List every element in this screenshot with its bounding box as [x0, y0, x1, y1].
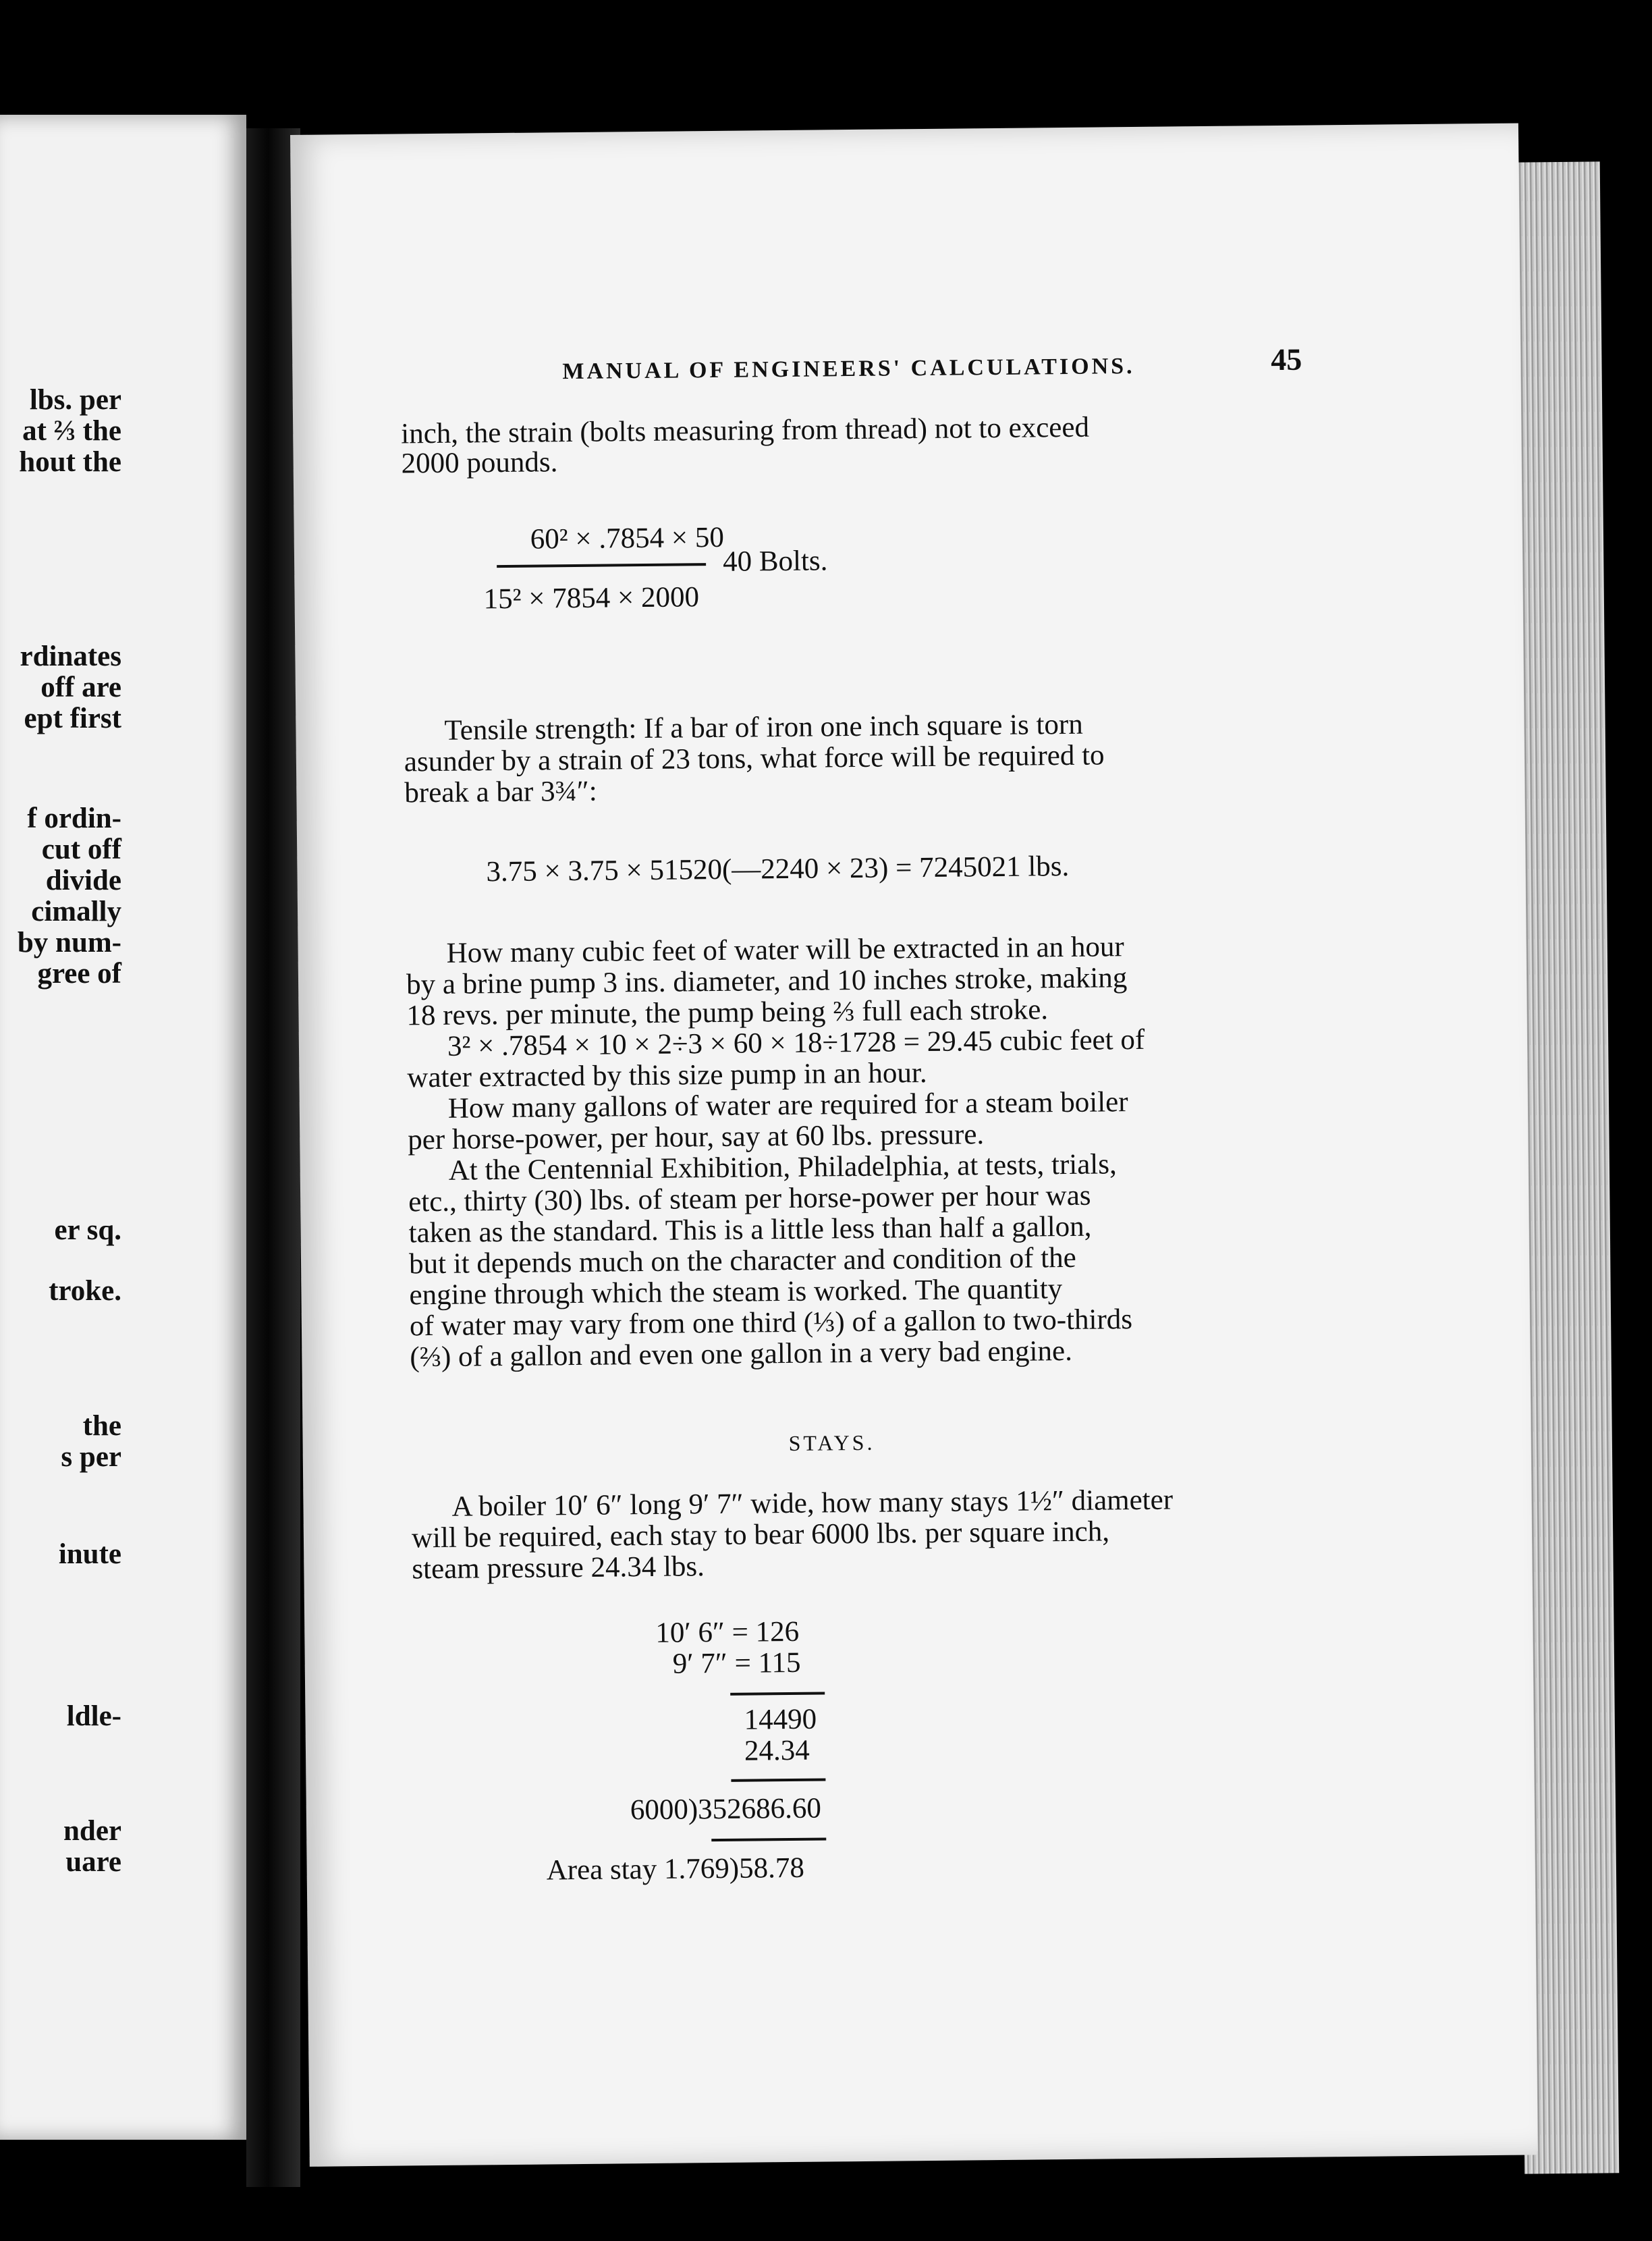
left-line: troke.	[49, 1275, 121, 1307]
fraction-bar	[497, 563, 706, 568]
left-line: f ordin-	[27, 803, 121, 834]
left-line: divide	[45, 865, 121, 896]
tensile-line: break a bar 3¾″:	[404, 775, 597, 809]
left-line: lbs. per	[29, 384, 121, 416]
left-line: at ⅔ the	[22, 415, 121, 447]
pump-line: taken as the standard. This is a little less than half a gallon,	[408, 1210, 1092, 1249]
left-line: off are	[40, 672, 121, 703]
stays-line: A boiler 10′ 6″ long 9′ 7″ wide, how many stays 1½″ diameter	[451, 1484, 1174, 1523]
calc-row: 24.34	[744, 1734, 810, 1767]
bolts-intro-line: inch, the strain (bolts measuring from thread) not to exceed	[401, 411, 1090, 450]
bolts-intro-line: 2000 pounds.	[401, 446, 558, 480]
pump-line: of water may vary from one third (⅓) of a gallon to two-thirds	[409, 1303, 1133, 1343]
left-line: uare	[65, 1846, 121, 1878]
left-line: inute	[58, 1538, 121, 1570]
calc-rule	[731, 1778, 825, 1781]
left-line: by num-	[17, 927, 121, 959]
pump-line: but it depends much on the character and condition of the	[408, 1241, 1076, 1280]
pump-line: How many cubic feet of water will be extracted in an hour	[446, 931, 1124, 969]
calc-rule	[730, 1692, 825, 1696]
section-heading-stays: STAYS.	[788, 1430, 875, 1455]
fraction-numerator: 60² × .7854 × 50	[530, 521, 725, 556]
left-line: hout the	[19, 446, 121, 478]
stays-line: will be required, each stay to bear 6000 lbs. per square inch,	[411, 1515, 1110, 1555]
tensile-line: asunder by a strain of 23 tons, what force will be required to	[404, 739, 1105, 778]
left-line: ldle-	[66, 1700, 121, 1732]
pump-line: per horse-power, per hour, say at 60 lbs. pressure.	[408, 1118, 985, 1156]
pump-line: etc., thirty (30) lbs. of steam per horse-power per hour was	[408, 1179, 1091, 1218]
pump-line: water extracted by this size pump in an hour.	[407, 1057, 927, 1094]
left-line: the	[82, 1410, 121, 1442]
left-line: er sq.	[54, 1214, 121, 1246]
calc-row: 9′ 7″ = 115	[672, 1646, 801, 1680]
right-page	[290, 124, 1538, 2167]
left-line: s per	[61, 1441, 121, 1473]
left-line: cut off	[41, 834, 121, 865]
fraction-result: 40 Bolts.	[722, 545, 828, 578]
pump-line: At the Centennial Exhibition, Philadelphia, at tests, trials,	[448, 1148, 1117, 1187]
left-line: ept first	[24, 703, 121, 734]
left-facing-page	[0, 115, 246, 2140]
running-header: MANUAL OF ENGINEERS' CALCULATIONS.	[562, 354, 1135, 385]
left-line: gree of	[37, 958, 121, 990]
left-line: nder	[63, 1815, 121, 1847]
fraction-denominator: 15² × 7854 × 2000	[483, 581, 700, 616]
stays-line: steam pressure 24.34 lbs.	[412, 1550, 705, 1586]
pump-line: by a brine pump 3 ins. diameter, and 10 inches stroke, making	[406, 962, 1128, 1001]
pump-line: engine through which the steam is worked. The quantity	[409, 1273, 1063, 1312]
calc-row: 6000)352686.60	[630, 1792, 822, 1827]
pump-line: 3² × .7854 × 10 × 2÷3 × 60 × 18÷1728 = 29.45 cubic feet of	[447, 1023, 1145, 1062]
left-line: rdinates	[20, 641, 121, 672]
calc-row: 10′ 6″ = 126	[655, 1615, 800, 1649]
tensile-formula: 3.75 × 3.75 × 51520(—2240 × 23) = 7245021 lbs.	[486, 850, 1070, 888]
pump-line: How many gallons of water are required for a steam boiler	[447, 1086, 1128, 1125]
calc-rule	[711, 1837, 826, 1841]
pump-line: 18 revs. per minute, the pump being ⅔ full each stroke.	[406, 994, 1049, 1032]
calc-row: Area stay 1.769)58.78	[546, 1852, 805, 1887]
pump-line: (⅔) of a gallon and even one gallon in a very bad engine.	[410, 1334, 1073, 1374]
book-gutter	[246, 128, 300, 2187]
page-number: 45	[1271, 342, 1302, 377]
left-line: cimally	[31, 896, 121, 927]
calc-row: 14490	[744, 1703, 817, 1736]
tensile-line: Tensile strength: If a bar of iron one inch square is torn	[444, 708, 1083, 747]
